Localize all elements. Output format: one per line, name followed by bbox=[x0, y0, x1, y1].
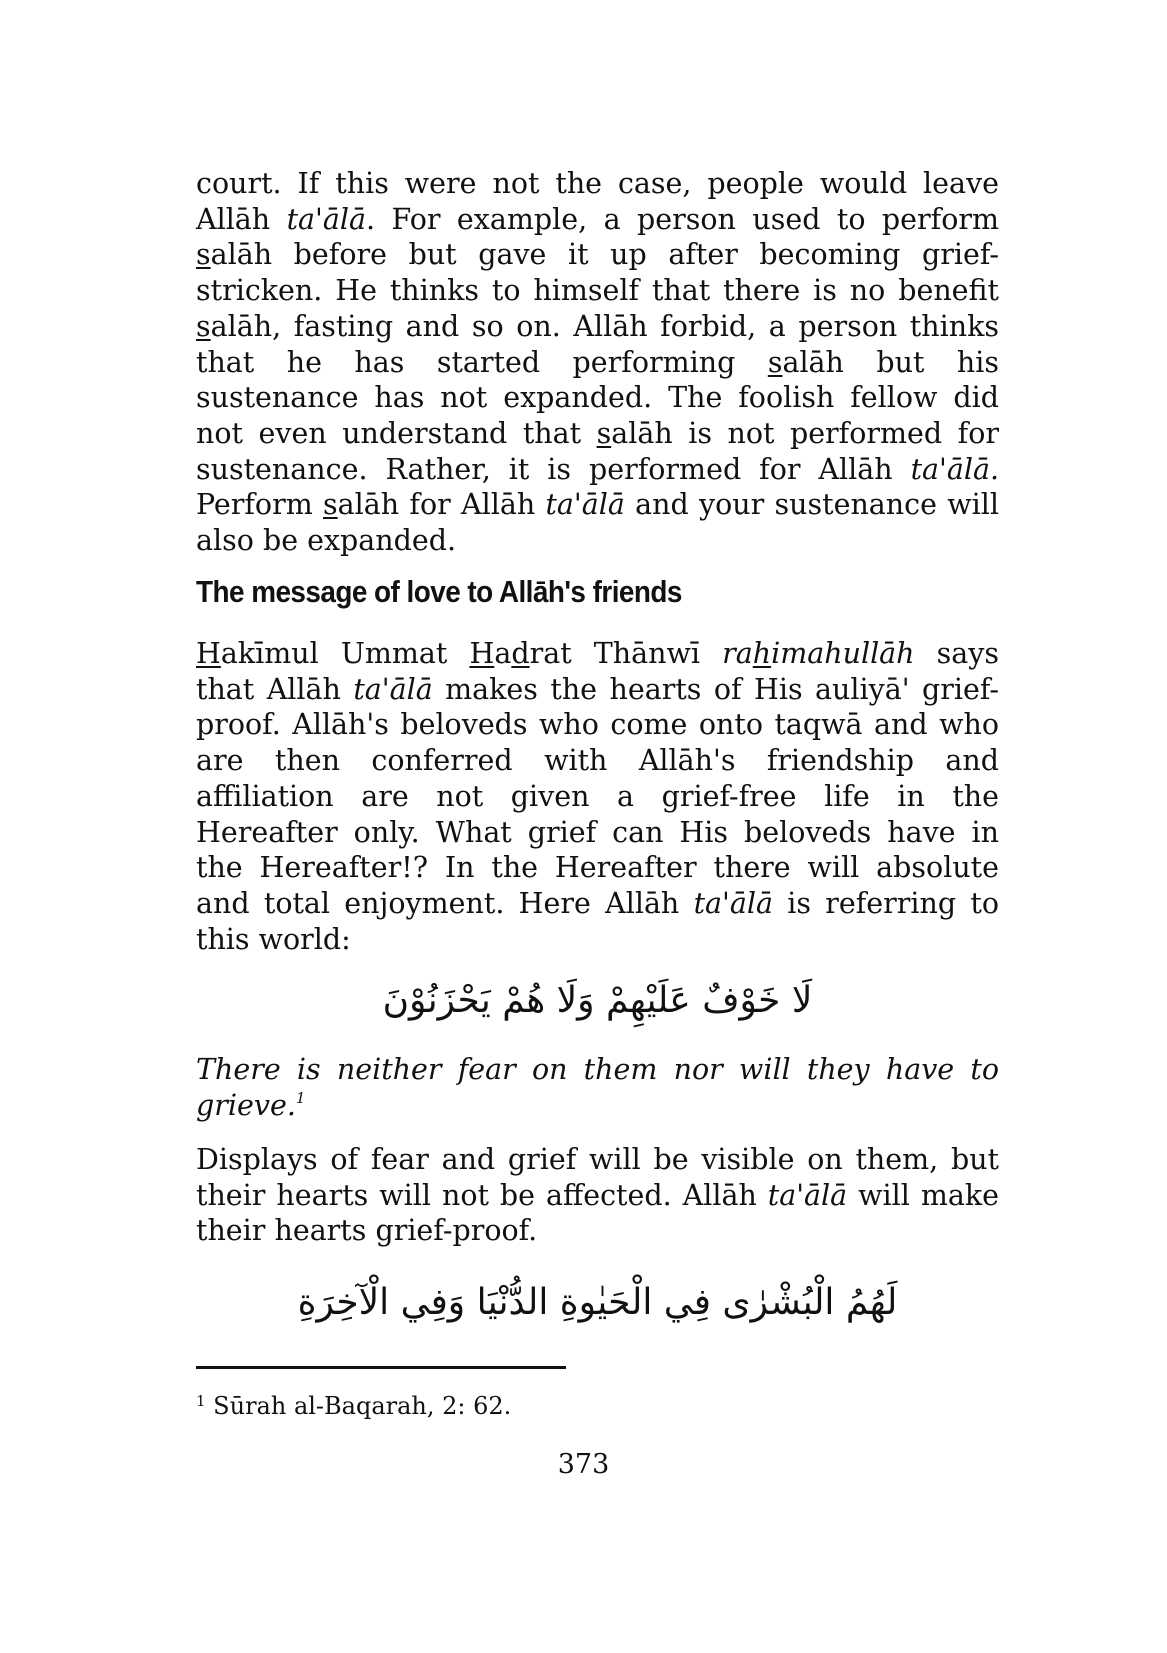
verse-translation bbox=[196, 1052, 999, 1123]
body-paragraph-2 bbox=[196, 636, 999, 957]
text-run: makes the hearts of His auliyā' grief-proof. Allāh's beloveds who come onto taqwā and who are then conferred with Allāh's friendship and affiliation are not given a grief-free life in the Hereafter only. What grief can His beloveds have in the Hereafter!? In the Hereafter there will absolute and total enjoyment. Here Allāh bbox=[196, 672, 1000, 920]
text-run: says that Allāh bbox=[196, 637, 999, 706]
text-run: a bbox=[494, 637, 512, 670]
footnote-text: Sūrah al-Baqarah, 2: 62. bbox=[205, 1392, 512, 1420]
text-run: imahullāh bbox=[771, 637, 915, 670]
body-paragraph-1 bbox=[196, 166, 999, 559]
italic-term: ta'ālā bbox=[693, 886, 773, 920]
text-run: ra bbox=[722, 637, 753, 670]
text-run: Perform bbox=[196, 488, 324, 522]
text-run: alāh, fasting and so on. Allāh forbid, a person thinks that he has started performing bbox=[196, 309, 999, 379]
underlined-letter: s bbox=[196, 309, 211, 343]
italic-term: ta'ālā bbox=[767, 1178, 848, 1212]
italic-term: ta'ālā bbox=[286, 202, 366, 236]
text-run: rat Thānwī bbox=[529, 637, 723, 670]
text-run: alāh for Allāh bbox=[337, 488, 546, 522]
underlined-letter: d bbox=[511, 637, 530, 670]
translation-text: There is neither fear on them nor will they have to grieve. bbox=[196, 1053, 999, 1122]
page-number: 373 bbox=[557, 1449, 610, 1480]
footnote-divider bbox=[196, 1366, 566, 1369]
underlined-letter: s bbox=[767, 345, 783, 379]
text-run: and your sustenance will also be expanded. bbox=[196, 488, 1000, 558]
footnote bbox=[196, 1392, 511, 1420]
text-run: is referring to this world: bbox=[196, 886, 999, 956]
text-run: . For example, a person used to perform bbox=[366, 202, 1000, 236]
underlined-letter: s bbox=[323, 488, 338, 522]
footnote-reference[interactable]: 1 bbox=[295, 1088, 306, 1107]
italic-term: ta'ālā. bbox=[910, 452, 999, 486]
text-run: Displays of fear and grief will be visible on them, but their hearts will not be affected. Allāh bbox=[196, 1143, 999, 1212]
underlined-letter: H bbox=[196, 637, 221, 670]
text-run: alāh before but gave it up after becoming grief-stricken. He thinks to himself that there is no benefit bbox=[196, 238, 999, 308]
underlined-letter: H bbox=[469, 637, 495, 670]
italic-term: ta'ālā bbox=[353, 672, 433, 706]
text-run: will make their hearts grief-proof. bbox=[196, 1178, 999, 1248]
underlined-letter: h bbox=[752, 637, 772, 670]
text-run: court. If this were not the case, people would leave Allāh bbox=[196, 167, 999, 236]
footnote-marker: 1 bbox=[196, 1392, 206, 1410]
arabic-verse-1: لَا خَوْفٌ عَلَيْهِمْ وَلَا هُمْ يَحْزَنُوْنَ bbox=[382, 980, 813, 1021]
section-heading: The message of love to Allāh's friends bbox=[196, 574, 682, 609]
text-run: akīmul Ummat bbox=[220, 637, 470, 670]
text-run: alāh is not performed for sustenance. Rather, it is performed for Allāh bbox=[196, 416, 999, 486]
underlined-letter: s bbox=[596, 416, 612, 450]
arabic-verse-2: لَهُمُ الْبُشْرٰى فِي الْحَيٰوةِ الدُّنْيَا وَفِي الْآخِرَةِ bbox=[297, 1282, 898, 1323]
underlined-letter: s bbox=[196, 238, 211, 272]
italic-term: ta'ālā bbox=[545, 488, 625, 522]
text-run: alāh but his sustenance has not expanded. The foolish fellow did not even understand that bbox=[196, 345, 999, 450]
italic-term bbox=[722, 637, 914, 670]
body-paragraph-3 bbox=[196, 1142, 999, 1249]
